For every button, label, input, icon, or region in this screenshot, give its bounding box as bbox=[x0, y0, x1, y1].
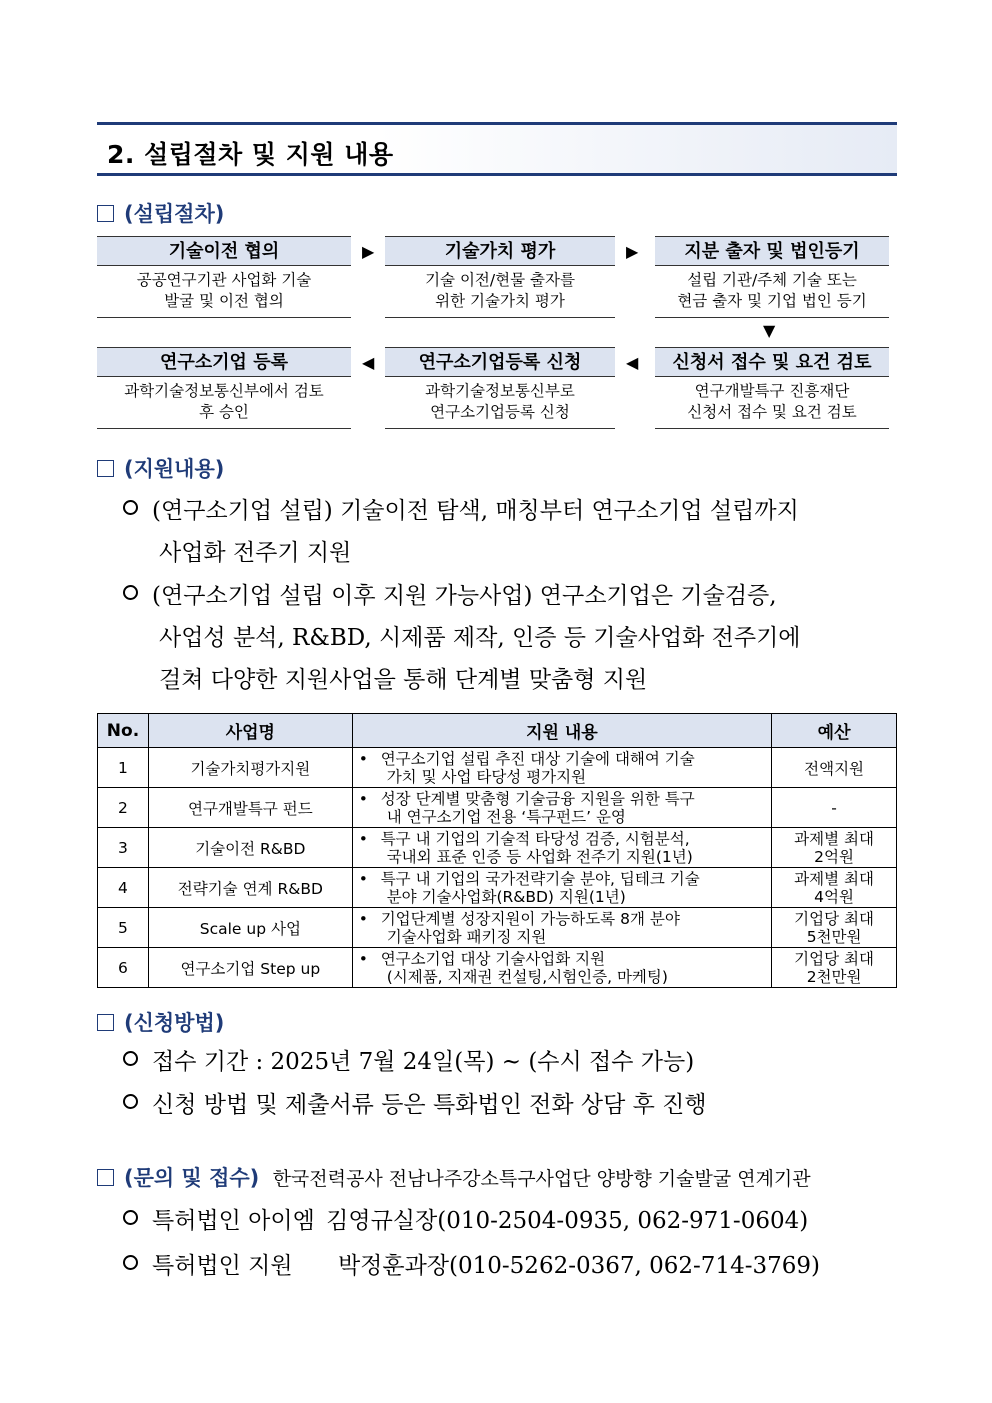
circle-bullet-icon bbox=[123, 1051, 138, 1066]
content-line: 기업단계별 성장지원이 가능하도록 8개 분야 bbox=[380, 909, 680, 928]
row-name: 연구개발특구 펀드 bbox=[148, 788, 352, 828]
row-budget bbox=[772, 908, 897, 948]
step-line: 설립 기관/주체 기술 또는 bbox=[687, 271, 857, 289]
circle-bullet-icon bbox=[123, 1210, 138, 1225]
budget-line: 기업당 최대 bbox=[794, 949, 874, 968]
row-no: 5 bbox=[98, 908, 149, 948]
step-body bbox=[385, 377, 615, 429]
row-name: 연구소기업 Step up bbox=[148, 948, 352, 988]
content-line: 특구 내 기업의 국가전략기술 분야, 딥테크 기술 bbox=[380, 869, 700, 888]
bullet-text: 사업화 전주기 지원 bbox=[159, 540, 352, 566]
step-line: 후 승인 bbox=[199, 403, 249, 421]
support-heading-text: (지원내용) bbox=[124, 457, 225, 481]
row-content bbox=[352, 868, 771, 908]
row-content bbox=[352, 908, 771, 948]
row-name: 전략기술 연계 R&BD bbox=[148, 868, 352, 908]
row-name: Scale up 사업 bbox=[148, 908, 352, 948]
step-body bbox=[97, 266, 351, 318]
bullet-dot: • bbox=[358, 789, 368, 808]
content-line: 성장 단계별 맞춤형 기술금융 지원을 위한 특구 bbox=[380, 789, 695, 808]
row-content bbox=[352, 828, 771, 868]
step-registration-apply bbox=[385, 347, 615, 429]
step-registration bbox=[97, 347, 351, 429]
step-line: 기술 이전/현물 출자를 bbox=[425, 271, 575, 289]
contact-org: 특허법인 지원 bbox=[152, 1253, 293, 1279]
arrow-left-icon: ◀ bbox=[362, 353, 375, 372]
inquiry-org: 한국전력공사 전남나주강소특구사업단 양방향 기술발굴 연계기관 bbox=[272, 1168, 811, 1190]
step-line: 발굴 및 이전 협의 bbox=[164, 292, 284, 310]
step-title: 연구소기업등록 신청 bbox=[385, 347, 615, 377]
contact-person: 박정훈과장(010-5262-0367, 062-714-3769) bbox=[337, 1253, 820, 1279]
checkbox-icon bbox=[97, 460, 114, 477]
budget-line: 2억원 bbox=[814, 847, 854, 866]
table-row bbox=[98, 908, 897, 948]
content-line: 특구 내 기업의 기술적 타당성 검증, 시험분석, bbox=[380, 829, 690, 848]
header-content: 지원 내용 bbox=[352, 714, 771, 748]
row-content bbox=[352, 948, 771, 988]
circle-bullet-icon bbox=[123, 585, 138, 600]
header-program: 사업명 bbox=[148, 714, 352, 748]
step-title: 신청서 접수 및 요건 검토 bbox=[655, 347, 889, 377]
bullet-dot: • bbox=[358, 949, 368, 968]
bullet-text: (연구소기업 설립) 기술이전 탐색, 매칭부터 연구소기업 설립까지 bbox=[152, 498, 799, 524]
budget-line: 5천만원 bbox=[806, 927, 862, 946]
table-row bbox=[98, 948, 897, 988]
bullet-text: 신청 방법 및 제출서류 등은 특화법인 전화 상담 후 진행 bbox=[152, 1092, 707, 1118]
row-no: 2 bbox=[98, 788, 149, 828]
content-line: 국내외 표준 인증 등 사업화 전주기 지원(1년) bbox=[386, 847, 693, 866]
arrow-down-icon: ▼ bbox=[763, 321, 776, 340]
step-title: 기술이전 협의 bbox=[97, 236, 351, 266]
support-bullet-2 bbox=[123, 575, 801, 701]
content-line: 연구소기업 대상 기술사업화 지원 bbox=[380, 949, 606, 968]
contact-1 bbox=[123, 1200, 808, 1242]
circle-bullet-icon bbox=[123, 1094, 138, 1109]
row-budget bbox=[772, 748, 897, 788]
step-line: 과학기술정보통신부에서 검토 bbox=[124, 382, 324, 400]
bullet-dot: • bbox=[358, 829, 368, 848]
support-heading bbox=[97, 453, 224, 483]
step-title: 지분 출자 및 법인등기 bbox=[655, 236, 889, 266]
row-budget bbox=[772, 788, 897, 828]
table-row bbox=[98, 828, 897, 868]
table-row bbox=[98, 788, 897, 828]
step-body bbox=[385, 266, 615, 318]
bullet-dot: • bbox=[358, 749, 368, 768]
step-application-review bbox=[655, 347, 889, 429]
step-title: 연구소기업 등록 bbox=[97, 347, 351, 377]
inquiry-heading bbox=[97, 1162, 811, 1192]
budget-line: 4억원 bbox=[814, 887, 854, 906]
apply-bullet-1 bbox=[123, 1041, 694, 1083]
checkbox-icon bbox=[97, 1014, 114, 1031]
bullet-text: 사업성 분석, R&BD, 시제품 제작, 인증 등 기술사업화 전주기에 bbox=[159, 625, 801, 651]
step-line: 연구개발특구 진흥재단 bbox=[694, 382, 850, 400]
contact-person: 김영규실장(010-2504-0935, 062-971-0604) bbox=[326, 1208, 809, 1234]
checkbox-icon bbox=[97, 205, 114, 222]
bullet-dot: • bbox=[358, 909, 368, 928]
row-budget bbox=[772, 948, 897, 988]
budget-line: 2천만원 bbox=[806, 967, 862, 986]
procedure-heading bbox=[97, 198, 224, 228]
contact-2 bbox=[123, 1245, 820, 1287]
budget-line: - bbox=[831, 798, 837, 817]
content-line: (시제품, 지재권 컨설팅,시험인증, 마케팅) bbox=[386, 967, 668, 986]
step-body bbox=[655, 377, 889, 429]
bullet-dot: • bbox=[358, 869, 368, 888]
step-body bbox=[655, 266, 889, 318]
row-no: 6 bbox=[98, 948, 149, 988]
content-line: 분야 기술사업화(R&BD) 지원(1년) bbox=[386, 887, 626, 906]
content-line: 연구소기업 설립 추진 대상 기술에 대해여 기술 bbox=[380, 749, 695, 768]
budget-line: 과제별 최대 bbox=[794, 869, 874, 888]
header-no: No. bbox=[98, 714, 149, 748]
step-tech-valuation bbox=[385, 236, 615, 318]
circle-bullet-icon bbox=[123, 1255, 138, 1270]
arrow-left-icon: ◀ bbox=[626, 353, 639, 372]
row-no: 4 bbox=[98, 868, 149, 908]
support-table bbox=[97, 713, 897, 988]
checkbox-icon bbox=[97, 1169, 114, 1186]
row-budget bbox=[772, 828, 897, 868]
support-bullet-1 bbox=[123, 490, 799, 574]
content-line: 내 연구소기업 전용 ‘특구펀드’ 운영 bbox=[386, 807, 626, 826]
step-tech-transfer bbox=[97, 236, 351, 318]
row-budget bbox=[772, 868, 897, 908]
apply-heading bbox=[97, 1007, 224, 1037]
step-line: 신청서 접수 및 요건 검토 bbox=[687, 403, 857, 421]
circle-bullet-icon bbox=[123, 500, 138, 515]
step-line: 과학기술정보통신부로 bbox=[425, 382, 575, 400]
arrow-right-icon: ▶ bbox=[626, 242, 639, 261]
step-line: 연구소기업등록 신청 bbox=[430, 403, 570, 421]
table-row bbox=[98, 868, 897, 908]
row-name: 기술가치평가지원 bbox=[148, 748, 352, 788]
step-equity-registration bbox=[655, 236, 889, 318]
row-content bbox=[352, 788, 771, 828]
table-header-row bbox=[98, 714, 897, 748]
apply-heading-text: (신청방법) bbox=[124, 1011, 225, 1035]
row-content bbox=[352, 748, 771, 788]
content-line: 기술사업화 패키징 지원 bbox=[386, 927, 547, 946]
bullet-text: 접수 기간 : 2025년 7월 24일(목) ~ (수시 접수 가능) bbox=[152, 1049, 695, 1075]
table-row bbox=[98, 748, 897, 788]
content-line: 가치 및 사업 타당성 평가지원 bbox=[386, 767, 587, 786]
step-line: 위한 기술가치 평가 bbox=[435, 292, 565, 310]
procedure-heading-text: (설립절차) bbox=[124, 202, 225, 226]
budget-line: 기업당 최대 bbox=[794, 909, 874, 928]
step-line: 현금 출자 및 기업 법인 등기 bbox=[677, 292, 867, 310]
step-body bbox=[97, 377, 351, 429]
step-line: 공공연구기관 사업화 기술 bbox=[136, 271, 312, 289]
inquiry-heading-text: (문의 및 접수) bbox=[124, 1166, 260, 1190]
budget-line: 전액지원 bbox=[804, 759, 865, 778]
arrow-right-icon: ▶ bbox=[362, 242, 375, 261]
section-title: 2. 설립절차 및 지원 내용 bbox=[107, 140, 394, 169]
header-budget: 예산 bbox=[772, 714, 897, 748]
step-title: 기술가치 평가 bbox=[385, 236, 615, 266]
budget-line: 과제별 최대 bbox=[794, 829, 874, 848]
section-header bbox=[97, 122, 897, 176]
bullet-text: (연구소기업 설립 이후 지원 가능사업) 연구소기업은 기술검증, bbox=[152, 583, 777, 609]
row-no: 1 bbox=[98, 748, 149, 788]
row-name: 기술이전 R&BD bbox=[148, 828, 352, 868]
contact-org: 특허법인 아이엠 bbox=[152, 1208, 315, 1234]
bullet-text: 걸쳐 다양한 지원사업을 통해 단계별 맞춤형 지원 bbox=[159, 667, 648, 693]
row-no: 3 bbox=[98, 828, 149, 868]
apply-bullet-2 bbox=[123, 1084, 707, 1126]
